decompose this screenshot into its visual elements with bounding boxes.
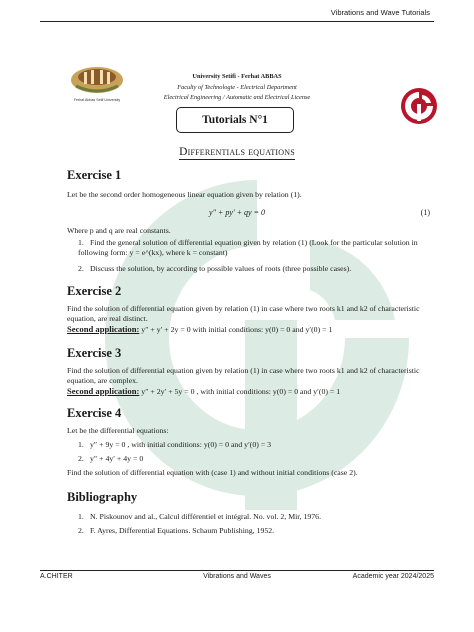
item-text: Discuss the solution, by according to possible values of roots (three possible cases). xyxy=(90,264,352,273)
header-rule xyxy=(40,21,434,22)
license-name: Electrical Engineering / Automatic and Electrical License xyxy=(163,94,311,101)
university-block xyxy=(0,72,474,104)
exercise-4-heading: Exercise 4 xyxy=(67,406,122,420)
footer-course: Vibrations and Waves xyxy=(203,573,271,580)
exercise-3-application xyxy=(67,386,432,397)
exercise-4-closing: Find the solution of differential equation with (case 1) and without initial conditions (case 2). xyxy=(67,468,358,477)
logo-caption: Ferhat Abbas Setif University xyxy=(73,98,121,102)
ref-text: N. Piskounov and al., Calcul différentiel et intégral. No. vol. 2, Mir, 1976. xyxy=(90,512,322,521)
exercise-1-item-2 xyxy=(78,264,430,274)
ref-number: 1. xyxy=(78,512,84,521)
tutorial-title: Tutorials N°1 xyxy=(176,107,294,133)
application-label: Second application: xyxy=(67,324,140,334)
subtitle-text: Differentials equations xyxy=(179,146,295,158)
exercise-1-intro: Let be the second order homogeneous linear equation given by relation (1). xyxy=(67,190,302,199)
exercise-3-text: Find the solution of differential equation given by relation (1) in case where two roots k1 and k2 of characteristic equation, are complex. xyxy=(67,366,420,385)
ref-number: 2. xyxy=(78,526,84,535)
tutorial-subtitle xyxy=(0,146,474,158)
exercise-1-where: Where p and q are real constants. xyxy=(67,226,171,235)
bibliography-ref-1 xyxy=(78,512,430,522)
exercise-2-text: Find the solution of differential equation given by relation (1) in case where two roots k1 and k2 of characteristic equation, are real distinct. xyxy=(67,304,420,323)
application-label: Second application: xyxy=(67,386,140,396)
item-text: Find the general solution of differential equation given by relation (1) (Look for the particular solution in following form: y = e^(kx), where k = constant) xyxy=(78,238,418,257)
ref-text: F. Ayres, Differential Equations. Schaum Publishing, 1952. xyxy=(90,526,275,535)
footer-year: Academic year 2024/2025 xyxy=(352,573,434,580)
exercise-3-heading: Exercise 3 xyxy=(67,346,122,360)
item-number: 2. xyxy=(78,264,84,273)
exercise-4-item-2 xyxy=(78,454,430,464)
exercise-1-item-1 xyxy=(78,238,430,258)
item-text: y″ + 9y = 0 , with initial conditions: y(0) = 0 and y′(0) = 3 xyxy=(90,440,272,449)
footer-author: A.CHITER xyxy=(40,573,73,580)
header-course-title: Vibrations and Wave Tutorials xyxy=(330,8,430,17)
equation-1: y″ + py′ + qy = 0 xyxy=(209,208,265,217)
bibliography-heading: Bibliography xyxy=(67,490,138,504)
application-text: y″ + y′ + 2y = 0 with initial conditions: y(0) = 0 and y′(0) = 1 xyxy=(141,325,333,334)
exercise-2-application xyxy=(67,324,432,335)
item-number: 1. xyxy=(78,238,84,247)
item-text: y″ + 4y′ + 4y = 0 xyxy=(90,454,144,463)
item-number: 2. xyxy=(78,454,84,463)
footer-rule xyxy=(40,570,434,571)
exercise-4-item-1 xyxy=(78,440,430,450)
equation-1-number: (1) xyxy=(420,208,430,217)
university-name: University Setifi - Ferhat ABBAS xyxy=(192,73,282,80)
faculty-name: Faculty of Technologie - Electrical Department xyxy=(177,83,297,91)
exercise-1-heading: Exercise 1 xyxy=(67,168,122,182)
exercise-2-heading: Exercise 2 xyxy=(67,284,122,298)
item-number: 1. xyxy=(78,440,84,449)
exercise-4-intro: Let be the differential equations: xyxy=(67,426,169,435)
application-text: y″ + 2y′ + 5y = 0 , with initial conditions: y(0) = 0 and y′(0) = 1 xyxy=(141,387,341,396)
bibliography-ref-2 xyxy=(78,526,430,536)
